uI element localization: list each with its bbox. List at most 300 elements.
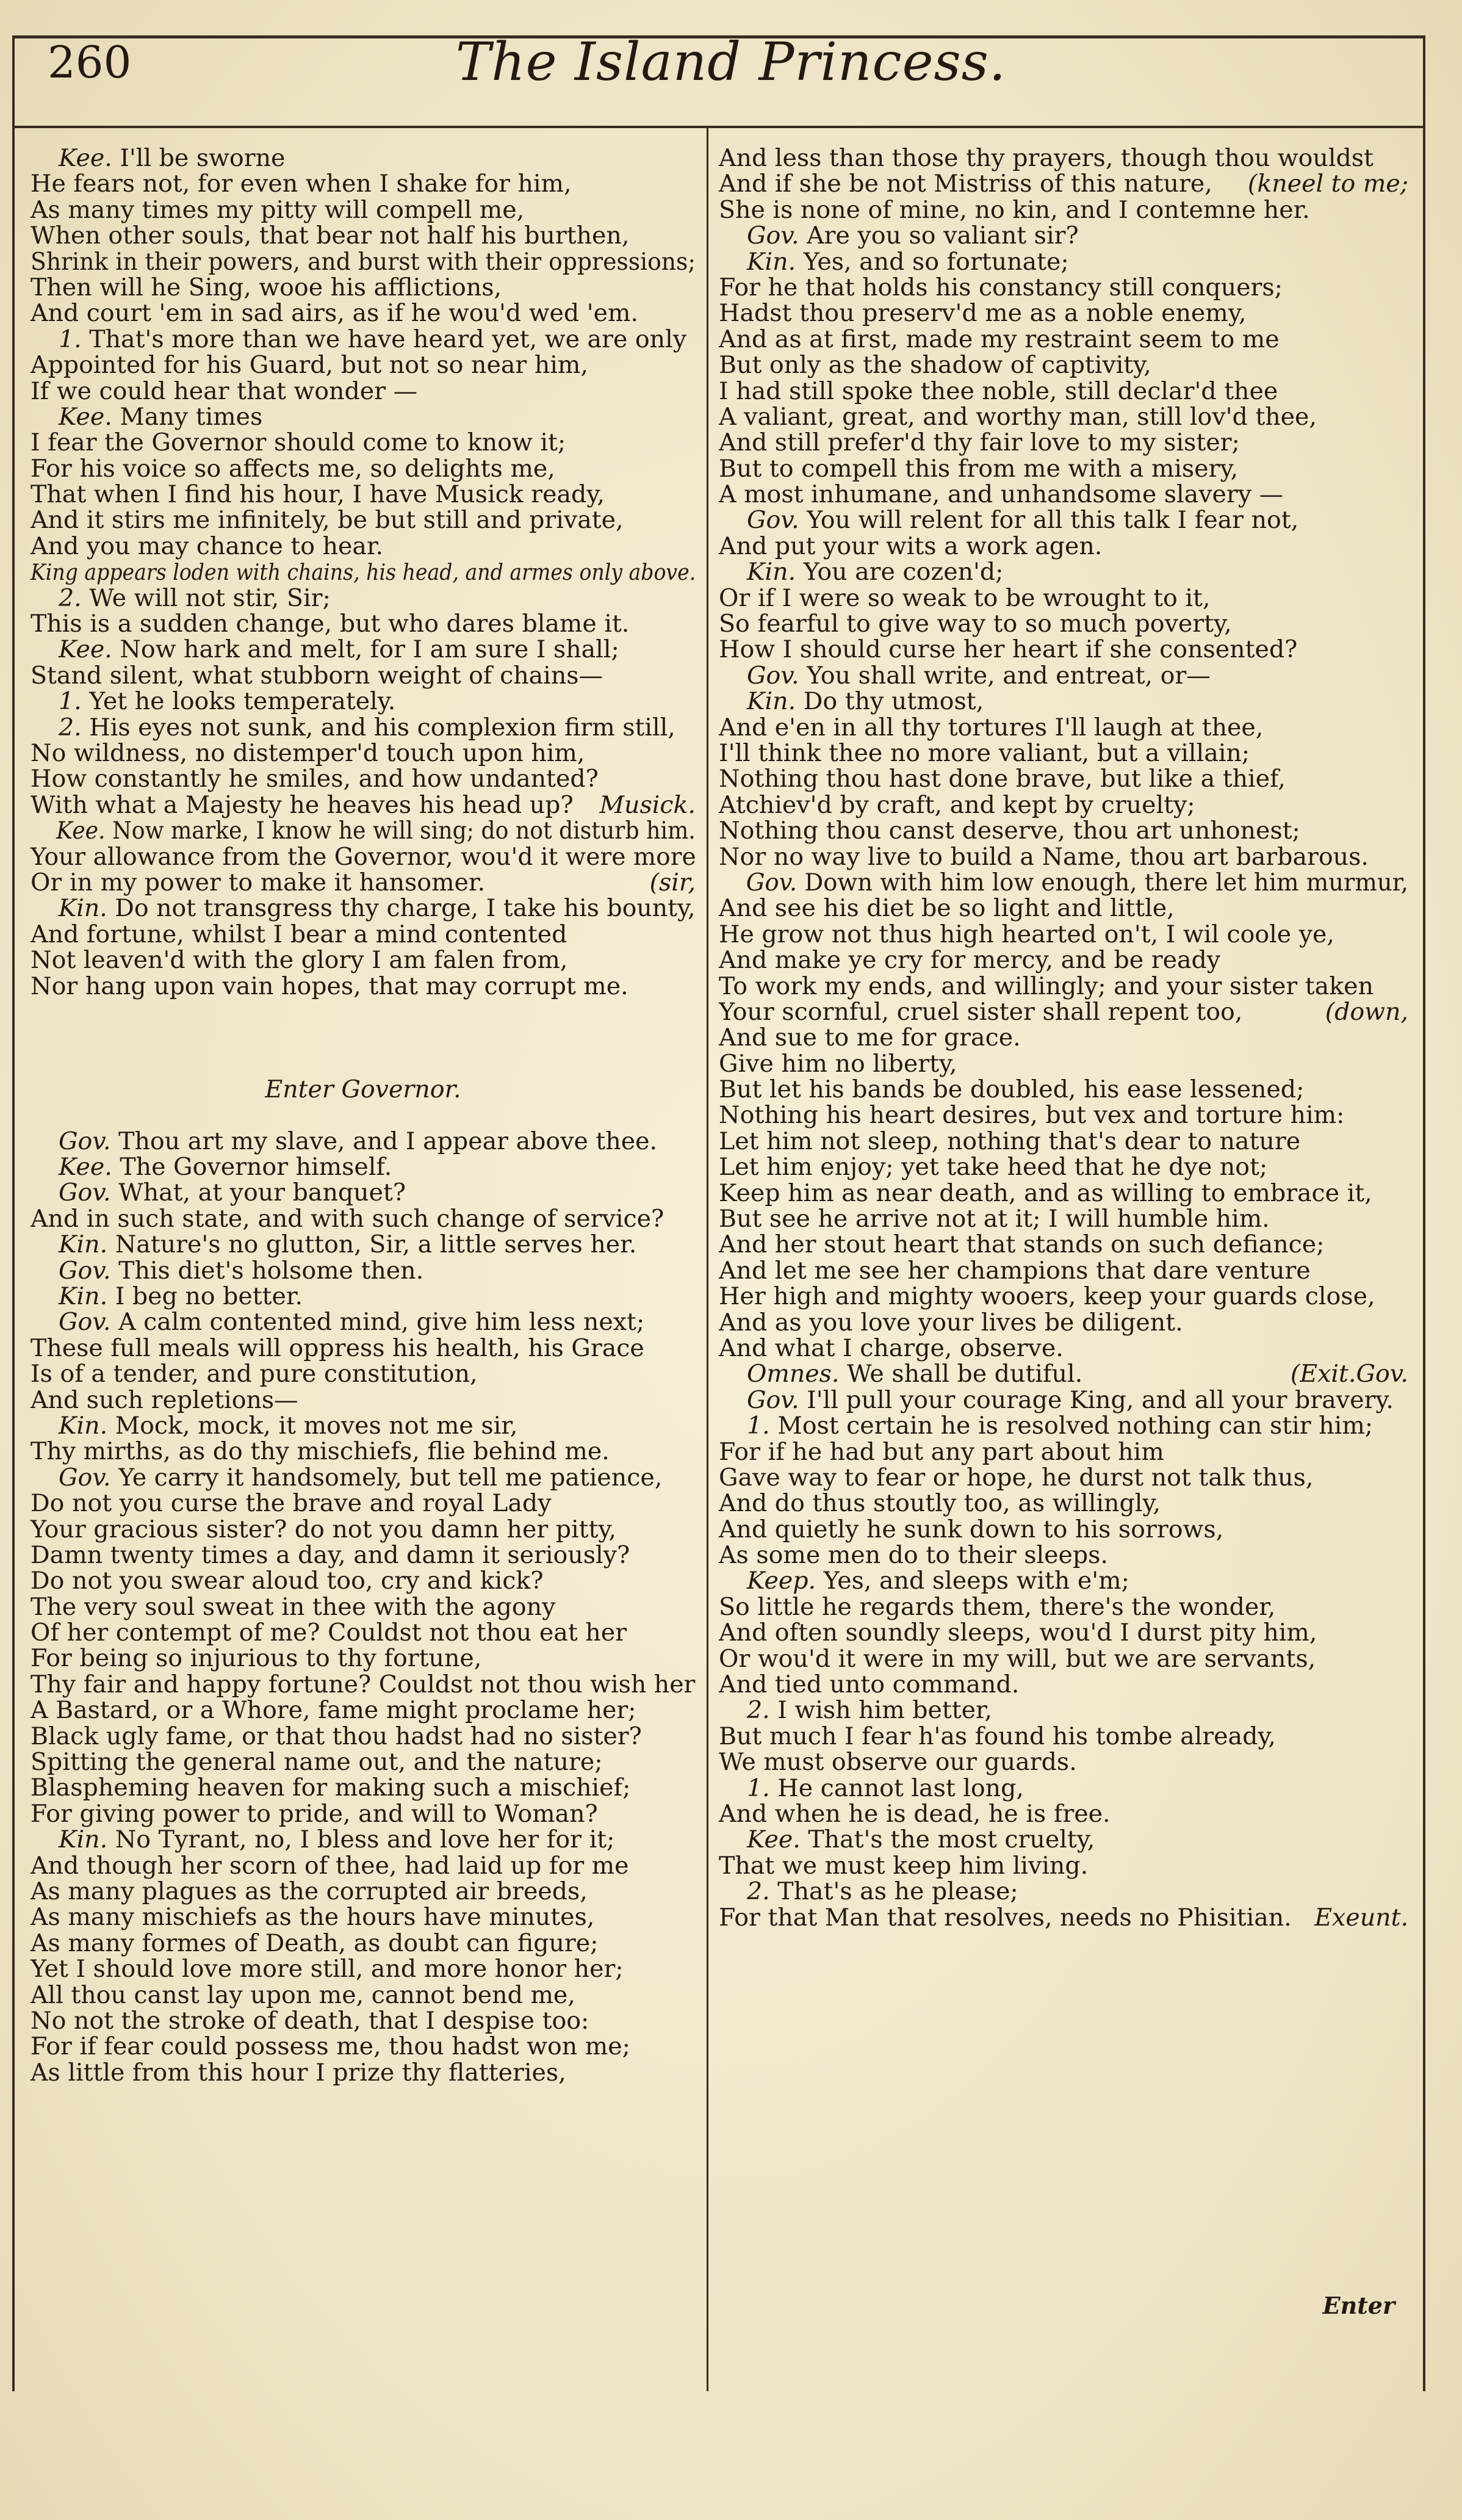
line-text: And see his diet be so light and little,: [719, 894, 1175, 923]
verse-line: [719, 1490, 1408, 1516]
speech-line: [31, 818, 721, 843]
line-text: Nor no way live to build a Name, thou art barbarous.: [719, 842, 1369, 871]
line-spacer: [31, 1102, 696, 1128]
line-text: And in such state, and with such change of service?: [31, 1204, 664, 1233]
line-text: As many plagues as the corrupted air breeds,: [31, 1877, 588, 1905]
speaker-label: 1.: [747, 1774, 770, 1802]
line-text: With what a Majesty he heaves his head up?: [31, 790, 574, 819]
verse-line: [719, 1258, 1408, 1283]
speaker-label: Omnes.: [747, 1360, 840, 1388]
line-text: Nothing thou hast done brave, but like a thief,: [719, 765, 1286, 793]
speech-line: [31, 404, 696, 430]
line-text: These full meals will oppress his health, his Grace: [31, 1334, 644, 1362]
verse-line: [719, 327, 1408, 352]
speaker-label: Kin.: [59, 1230, 108, 1259]
verse-line: [719, 1283, 1408, 1309]
verse-line: [31, 740, 696, 766]
verse-line: [719, 895, 1408, 921]
line-text: Yet I should love more still, and more honor her;: [31, 1955, 624, 1984]
line-text: Appointed for his Guard, but not so near him,: [31, 351, 588, 380]
right-border-rule: [1423, 35, 1425, 2391]
line-text: Shrink in their powers, and burst with their oppressions;: [31, 247, 696, 276]
line-text: A valiant, great, and worthy man, still lov'd thee,: [719, 402, 1317, 431]
line-text: And you may chance to hear.: [31, 532, 384, 560]
speech-line: [31, 1283, 696, 1309]
line-text: And e'en in all thy tortures I'll laugh at thee,: [719, 713, 1264, 742]
speech-line: [31, 1180, 696, 1205]
line-text: And court 'em in sad airs, as if he wou'd wed 'em.: [31, 299, 639, 328]
verse-line: [31, 378, 696, 404]
line-text: As some men do to their sleeps.: [719, 1541, 1108, 1570]
verse-line: [719, 1724, 1408, 1749]
line-text: Your allowance from the Governor, wou'd it were more: [31, 842, 696, 871]
verse-line: [31, 456, 696, 482]
right-note: (kneel to me;: [1247, 170, 1408, 198]
verse-line: [31, 1930, 696, 1956]
verse-line: [719, 300, 1408, 326]
verse-line: [31, 2008, 696, 2034]
line-text: Now hark and melt, for I am sure I shall;: [120, 635, 619, 664]
line-text: Or in my power to make it hansomer.: [31, 868, 486, 897]
line-text: As many mischiefs as the hours have minutes,: [31, 1903, 595, 1932]
line-text: Let him not sleep, nothing that's dear to nature: [719, 1127, 1301, 1155]
speaker-label: Kee.: [56, 817, 106, 845]
line-text: And when he is dead, he is free.: [719, 1800, 1111, 1828]
verse-line: [31, 1594, 696, 1620]
line-text: Blaspheming heaven for making such a mischief;: [31, 1774, 631, 1802]
speaker-label: Gov.: [747, 661, 799, 690]
line-text: A most inhumane, and unhandsome slavery —: [719, 480, 1284, 509]
verse-line: [31, 352, 696, 378]
line-text: No Tyrant, no, I bless and love her for it;: [115, 1825, 615, 1854]
verse-line: [719, 947, 1408, 973]
line-text: And though her scorn of thee, had laid up for me: [31, 1851, 629, 1880]
line-text: And tied unto command.: [719, 1670, 1020, 1699]
verse-line: [31, 1879, 696, 1904]
verse-line: [31, 197, 696, 223]
line-text: You will relent for all this talk I fear not,: [807, 506, 1299, 535]
line-text: A calm contented mind, give him less next;: [118, 1308, 645, 1337]
line-text: I had still spoke thee noble, still declar'd thee: [719, 377, 1278, 405]
line-text: Let him enjoy; yet take heed that he dye not;: [719, 1153, 1268, 1182]
verse-line: [31, 1517, 696, 1542]
speech-line: [31, 715, 696, 740]
speaker-label: Gov.: [747, 222, 799, 250]
speech-line: [31, 585, 696, 611]
line-text: I'll think thee no more valiant, but a villain;: [719, 738, 1250, 767]
verse-line: [31, 663, 696, 688]
line-text: That when I find his hour, I have Musick ready,: [31, 480, 605, 509]
verse-line: [719, 197, 1408, 223]
speaker-label: Kee.: [59, 144, 112, 172]
verse-line: [31, 611, 696, 637]
verse-line: [31, 1801, 696, 1827]
line-text: And such repletions—: [31, 1385, 298, 1414]
line-text: No not the stroke of death, that I despise too:: [31, 2006, 589, 2035]
verse-line: [719, 611, 1408, 637]
verse-line: [31, 792, 696, 818]
verse-line: [719, 740, 1408, 766]
verse-line: [31, 1490, 696, 1516]
speech-line: [31, 688, 696, 714]
line-text: For giving power to pride, and will to Woman?: [31, 1799, 598, 1828]
page-number: 260: [48, 37, 132, 88]
line-text: And as at first, made my restraint seem to me: [719, 325, 1280, 353]
line-text: Then will he Sing, wooe his afflictions,: [31, 273, 502, 301]
line-text: Thy fair and happy fortune? Couldst not thou wish her: [31, 1670, 696, 1699]
speaker-label: 2.: [747, 1696, 770, 1725]
line-text: And her stout heart that stands on such defiance;: [719, 1230, 1325, 1259]
header-rule: [12, 126, 1425, 128]
verse-line: [31, 947, 696, 973]
speech-line: [719, 507, 1408, 533]
line-text: That's more than we have heard yet, we are only: [89, 325, 687, 353]
line-text: And quietly he sunk down to his sorrows,: [719, 1515, 1224, 1543]
line-text: He fears not, for even when I shake for him,: [31, 170, 572, 198]
line-text: I'll pull your courage King, and all your bravery.: [807, 1385, 1394, 1414]
speech-line: [719, 1413, 1408, 1439]
speaker-label: Kin.: [747, 247, 796, 276]
line-text: And put your wits a work agen.: [719, 532, 1103, 560]
line-text: Black ugly fame, or that thou hadst had no sister?: [31, 1722, 642, 1750]
speech-line: [31, 1465, 696, 1490]
verse-line: [719, 352, 1408, 378]
left-text-column: [31, 145, 696, 2085]
speech-line: [719, 663, 1408, 688]
speech-line: [31, 1827, 696, 1852]
verse-line: [31, 1672, 696, 1697]
line-text: She is none of mine, no kin, and I contemne her.: [719, 195, 1310, 224]
speaker-label: 2.: [747, 1877, 770, 1906]
line-text: Nor hang upon vain hopes, that may corrupt me.: [31, 972, 628, 1000]
verse-line: [31, 300, 696, 326]
verse-line: [719, 1128, 1408, 1154]
verse-line: [31, 1982, 696, 2008]
line-text: As little from this hour I prize thy flatteries,: [31, 2058, 566, 2087]
speech-line: [31, 327, 696, 352]
line-text: Do not transgress thy charge, I take his bounty,: [115, 894, 696, 923]
verse-line: [719, 1905, 1408, 1930]
line-text: All thou canst lay upon me, cannot bend me,: [31, 1980, 575, 2009]
speaker-label: Kee.: [59, 635, 112, 664]
speaker-label: Gov.: [747, 1385, 799, 1414]
line-text: Nothing thou canst deserve, thou art unhonest;: [719, 817, 1300, 845]
line-text: Enter Governor.: [265, 1075, 461, 1103]
line-text: Stand silent, what stubborn weight of chains—: [31, 661, 603, 690]
line-text: That we must keep him living.: [719, 1851, 1089, 1880]
line-text: And fortune, whilst I bear a mind contented: [31, 920, 567, 948]
line-text: And what I charge, observe.: [719, 1334, 1064, 1362]
verse-line: [31, 1361, 696, 1387]
speaker-label: 2.: [59, 713, 82, 742]
verse-line: [719, 533, 1408, 559]
right-note: (down,: [1325, 997, 1408, 1026]
verse-line: [719, 844, 1408, 870]
verse-line: [31, 1853, 696, 1879]
speaker-label: Gov.: [746, 868, 798, 897]
verse-line: [31, 1724, 696, 1749]
line-text: Yes, and so fortunate;: [803, 247, 1069, 276]
speaker-label: Kin.: [59, 1411, 108, 1440]
speech-line: [719, 1361, 1408, 1387]
line-text: If we could hear that wonder —: [31, 377, 418, 405]
verse-line: [31, 2034, 696, 2059]
verse-line: [719, 792, 1408, 818]
speaker-label: Keep.: [747, 1567, 816, 1595]
line-text: What, at your banquet?: [118, 1179, 406, 1207]
catchword: Enter: [1322, 2292, 1395, 2319]
speaker-label: Gov.: [747, 506, 799, 535]
line-text: Thou art my slave, and I appear above thee.: [118, 1127, 658, 1155]
running-title: The Island Princess.: [455, 32, 1007, 93]
line-text: No wildness, no distemper'd touch upon him,: [31, 738, 585, 767]
verse-line: [719, 404, 1408, 430]
line-text: But much I fear h'as found his tombe already,: [719, 1722, 1276, 1750]
line-text: But to compell this from me with a misery,: [719, 454, 1239, 483]
verse-line: [31, 1775, 696, 1800]
line-text: For his voice so affects me, so delights me,: [31, 454, 555, 483]
verse-line: [719, 1801, 1408, 1827]
line-text: A Bastard, or a Whore, fame might proclame her;: [31, 1696, 636, 1725]
verse-line: [719, 1672, 1408, 1697]
line-text: And less than those thy prayers, though thou wouldst: [719, 144, 1374, 172]
line-text: To work my ends, and willingly; and your sister taken: [719, 972, 1374, 1000]
verse-line: [31, 507, 696, 533]
verse-line: [719, 171, 1408, 197]
verse-line: [31, 223, 696, 248]
line-text: We shall be dutiful.: [847, 1360, 1083, 1388]
verse-line: [31, 2060, 696, 2085]
verse-line: [719, 1646, 1408, 1672]
speaker-label: Gov.: [59, 1179, 111, 1207]
line-text: And often soundly sleeps, wou'd I durst pity him,: [719, 1619, 1317, 1647]
speech-line: [31, 637, 696, 662]
verse-line: [31, 1387, 696, 1413]
verse-line: [719, 766, 1408, 792]
line-text: Are you so valiant sir?: [807, 222, 1079, 250]
verse-line: [31, 922, 696, 947]
line-text: This is a sudden change, but who dares blame it.: [31, 610, 630, 638]
line-text: For he that holds his constancy still conquers;: [719, 273, 1283, 301]
line-text: That's the most cruelty,: [808, 1825, 1095, 1854]
verse-line: [31, 430, 696, 455]
line-text: And do thus stoutly too, as willingly,: [719, 1489, 1161, 1518]
speech-line: [719, 1568, 1408, 1594]
verse-line: [719, 482, 1408, 507]
line-text: And as you love your lives be diligent.: [719, 1308, 1183, 1337]
line-text: Give him no liberty,: [719, 1049, 957, 1078]
line-text: Now marke, I know he will sing; do not disturb him.: [112, 817, 696, 845]
right-note: Exeunt.: [1314, 1903, 1408, 1932]
verse-line: [31, 1645, 696, 1671]
line-text: For being so injurious to thy fortune,: [31, 1644, 482, 1673]
line-text: We will not stir, Sir;: [89, 583, 331, 612]
verse-line: [719, 1102, 1408, 1128]
verse-line: [719, 973, 1408, 999]
line-text: Do not you curse the brave and royal Lady: [31, 1489, 552, 1518]
speech-line: [31, 1309, 696, 1335]
line-text: When other souls, that bear not half his burthen,: [31, 222, 630, 250]
line-text: He grow not thus high hearted on't, I wil coole ye,: [719, 920, 1334, 948]
speech-line: [719, 1879, 1408, 1904]
verse-line: [719, 1206, 1408, 1232]
verse-line: [719, 922, 1408, 947]
speech-line: [719, 1775, 1408, 1801]
verse-line: [719, 715, 1408, 740]
line-text: And still prefer'd thy fair love to my sister;: [719, 428, 1240, 457]
line-text: And make ye cry for mercy, and be ready: [719, 946, 1221, 975]
speech-line: [719, 249, 1408, 275]
line-text: I wish him better,: [777, 1696, 993, 1725]
verse-line: [31, 1206, 696, 1232]
verse-line: [719, 1542, 1408, 1568]
verse-line: [719, 999, 1408, 1025]
verse-line: [31, 533, 696, 559]
speaker-label: Gov.: [59, 1256, 111, 1285]
verse-line: [719, 378, 1408, 404]
speaker-label: Kee.: [59, 1153, 112, 1182]
line-text: For if he had but any part about him: [719, 1437, 1164, 1466]
line-text: Keep him as near death, and as willing to embrace it,: [719, 1179, 1372, 1207]
speech-line: [31, 145, 696, 171]
speech-line: [719, 1827, 1408, 1852]
right-note: Musick.: [599, 790, 696, 819]
verse-line: [719, 1077, 1408, 1102]
speech-line: [719, 223, 1408, 248]
verse-line: [719, 1180, 1408, 1206]
line-text: How constantly he smiles, and how undanted?: [31, 765, 599, 793]
verse-line: [719, 1439, 1408, 1465]
speaker-label: Gov.: [59, 1308, 111, 1337]
verse-line: [719, 1749, 1408, 1775]
line-text: The Governor himself.: [120, 1153, 392, 1182]
line-text: Thy mirths, as do thy mischiefs, flie behind me.: [31, 1437, 610, 1466]
entrance-direction: [31, 1077, 696, 1102]
right-text-column: [719, 145, 1408, 1930]
verse-line: [31, 249, 696, 275]
line-text: This diet's holsome then.: [118, 1256, 424, 1285]
line-text: As many formes of Death, as doubt can figure;: [31, 1929, 599, 1957]
line-text: How I should curse her heart if she consented?: [719, 635, 1298, 664]
line-text: The very soul sweat in thee with the agony: [31, 1592, 556, 1621]
verse-line: [719, 1620, 1408, 1645]
speech-line: [719, 870, 1436, 895]
verse-line: [31, 844, 696, 870]
line-text: That's as he please;: [777, 1877, 1018, 1906]
line-text: Mock, mock, it moves not me sir,: [115, 1411, 518, 1440]
verse-line: [719, 585, 1408, 611]
line-text: But only as the shadow of captivity,: [719, 351, 1151, 380]
line-text: Hadst thou preserv'd me as a noble enemy,: [719, 299, 1247, 328]
speech-line: [719, 1387, 1408, 1413]
verse-line: [31, 1904, 696, 1930]
line-text: But see he arrive not at it; I will humble him.: [719, 1205, 1270, 1233]
line-text: So little he regards them, there's the wonder,: [719, 1592, 1276, 1621]
verse-line: [31, 973, 696, 999]
speaker-label: 2.: [59, 583, 82, 612]
speech-line: [31, 1154, 696, 1180]
verse-line: [719, 275, 1408, 300]
verse-line: [31, 482, 696, 507]
line-text: We must observe our guards.: [719, 1748, 1077, 1777]
line-text: So fearful to give way to so much poverty,: [719, 610, 1232, 638]
line-text: Or if I were so weak to be wrought to it,: [719, 583, 1211, 612]
line-text: And it stirs me infinitely, be but still and private,: [31, 506, 624, 535]
line-text: And let me see her champions that dare venture: [719, 1256, 1311, 1285]
line-text: And sue to me for grace.: [719, 1024, 1021, 1052]
line-text: You shall write, and entreat, or—: [807, 661, 1211, 690]
verse-line: [31, 766, 696, 792]
speaker-label: 1.: [747, 1412, 770, 1440]
verse-line: [719, 1025, 1408, 1050]
verse-line: [719, 1594, 1408, 1620]
speaker-label: Kin.: [747, 558, 796, 587]
line-text: I beg no better.: [115, 1282, 303, 1311]
speech-line: [719, 559, 1408, 585]
line-text: His eyes not sunk, and his complexion firm still,: [89, 713, 675, 742]
column-divider-rule: [707, 128, 708, 2391]
speaker-label: 1.: [59, 325, 82, 353]
line-text: Do not you swear aloud too, cry and kick?: [31, 1567, 544, 1595]
verse-line: [31, 1620, 696, 1645]
line-text: Many times: [120, 402, 263, 431]
verse-line: [719, 1232, 1408, 1257]
speech-line: [31, 1413, 696, 1439]
verse-line: [719, 145, 1408, 171]
verse-line: [31, 1697, 696, 1723]
verse-line: [31, 1749, 696, 1775]
line-text: Yet he looks temperately.: [89, 687, 396, 716]
verse-line: [31, 1956, 696, 1982]
verse-line: [31, 275, 696, 300]
line-text: Yes, and sleeps with e'm;: [823, 1567, 1129, 1595]
line-text: Damn twenty times a day, and damn it seriously?: [31, 1540, 630, 1569]
speech-line: [31, 1258, 696, 1283]
line-text: As many times my pitty will compell me,: [31, 195, 525, 224]
line-text: King appears loden with chains, his head, and armes only above.: [31, 560, 696, 586]
speaker-label: Kee.: [747, 1825, 801, 1854]
line-text: For that Man that resolves, needs no Phisitian.: [719, 1903, 1292, 1932]
line-text: Do thy utmost,: [803, 687, 984, 716]
line-text: Most certain he is resolved nothing can stir him;: [777, 1412, 1374, 1440]
line-text: Or wou'd it were in my will, but we are servants,: [719, 1644, 1316, 1673]
line-text: He cannot last long,: [777, 1774, 1024, 1802]
line-text: Your scornful, cruel sister shall repent too,: [719, 997, 1243, 1026]
line-text: Of her contempt of me? Couldst not thou eat her: [31, 1619, 627, 1647]
verse-line: [719, 1517, 1408, 1542]
line-text: Nothing his heart desires, but vex and torture him:: [719, 1101, 1345, 1130]
verse-line: [719, 1310, 1408, 1335]
verse-line: [31, 171, 696, 197]
verse-line: [719, 637, 1408, 662]
verse-line: [719, 1853, 1408, 1879]
line-text: For if fear could possess me, thou hadst won me;: [31, 2032, 630, 2061]
verse-line: [719, 818, 1408, 843]
left-border-rule: [12, 35, 15, 2391]
verse-line: [719, 430, 1408, 455]
speaker-label: 1.: [59, 687, 82, 716]
verse-line: [719, 1051, 1408, 1077]
speech-line: [719, 1697, 1408, 1723]
verse-line: [719, 456, 1408, 482]
speaker-label: Kin.: [59, 1825, 108, 1854]
verse-line: [719, 1154, 1408, 1180]
line-text: Not leaven'd with the glory I am falen from,: [31, 946, 568, 975]
verse-line: [31, 1568, 696, 1594]
speech-line: [31, 1232, 696, 1257]
verse-line: [31, 1542, 696, 1568]
verse-line: [31, 1335, 696, 1361]
